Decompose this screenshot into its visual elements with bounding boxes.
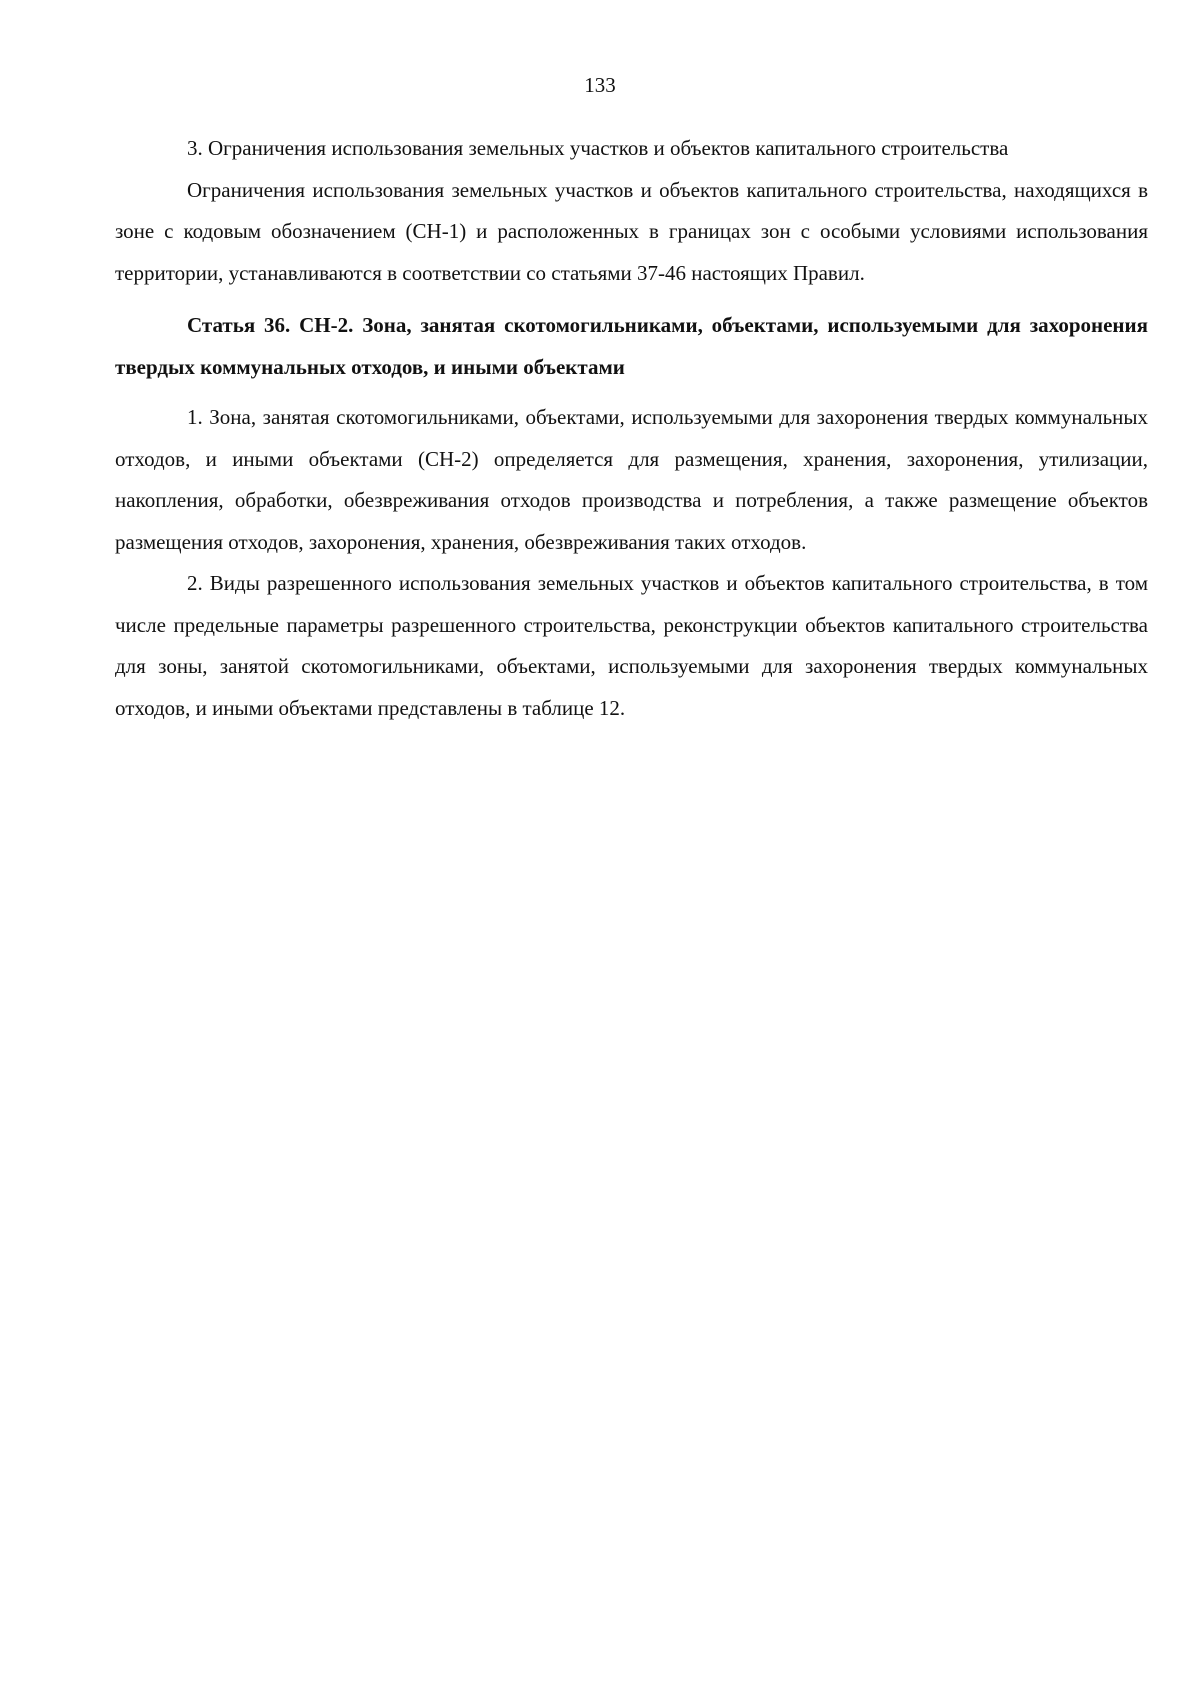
article-36-item-1: 1. Зона, занятая скотомогильниками, объектами, используемыми для захоронения твердых коммунальных отходов, и иными объектами (СН-2) определяется для размещения, хранения, захоронения, утилизации, накопления, обработки, обезвреживания отходов производства и потребления, а также размещение объектов размещения отходов, захоронения, хранения, обезвреживания таких отходов. bbox=[115, 405, 1148, 554]
article-36-heading: Статья 36. СН-2. Зона, занятая скотомогильниками, объектами, используемыми для захоронения твердых коммунальных отходов, и иными объектами bbox=[115, 313, 1148, 379]
page-number: 133 bbox=[584, 73, 616, 97]
section-3-text: Ограничения использования земельных участков и объектов капитального строительства, находящихся в зоне с кодовым обозначением (СН-1) и расположенных в границах зон с особыми условиями использования территории, устанавливаются в соответствии со статьями 37-46 настоящих Правил. bbox=[115, 177, 1148, 285]
article-36-item-2: 2. Виды разрешенного использования земельных участков и объектов капитального строительства, в том числе предельные параметры разрешенного строительства, реконструкции объектов капитального строительства для зоны, занятой скотомогильниками, объектами, используемыми для захоронения твердых коммунальных отходов, и иными объектами представлены в таблице 12. bbox=[115, 571, 1148, 720]
section-3-title: 3. Ограничения использования земельных участков и объектов капитального строительства bbox=[187, 136, 1009, 160]
page-content bbox=[115, 128, 1148, 729]
